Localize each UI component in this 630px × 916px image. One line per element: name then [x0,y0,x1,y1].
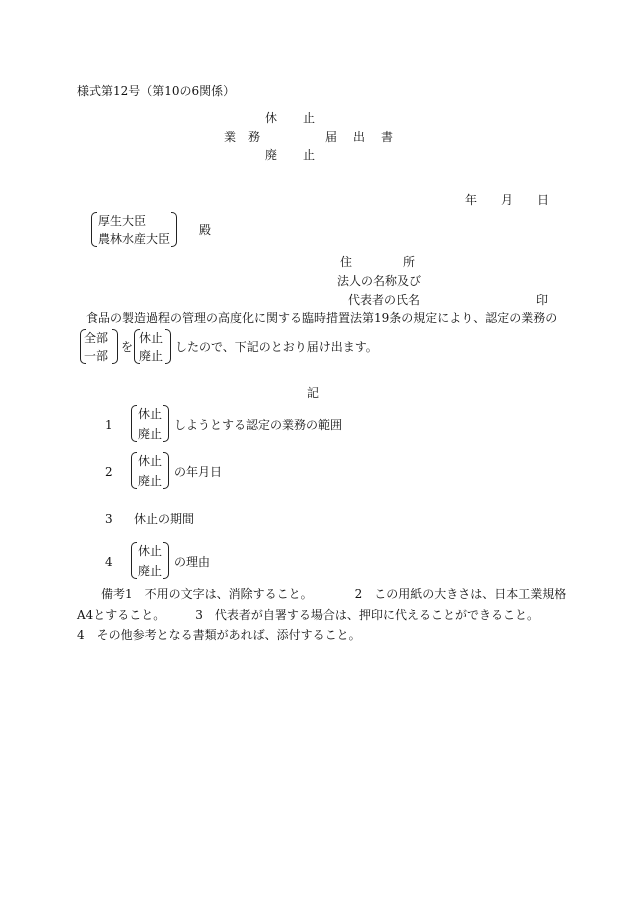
item-bracket [131,452,169,489]
date-day: 日 [537,193,550,207]
item-number: 3 [105,512,113,526]
title-haishi-2: 止 [303,148,316,162]
address-label-2: 所 [403,255,416,269]
item-number: 2 [105,465,113,479]
body-line-1: 食品の製造過程の管理の高度化に関する臨時措置法第19条の規定により、認定の業務の [86,311,558,325]
item-bracket [131,405,169,442]
item-text: の理由 [174,555,211,569]
remarks-line-1: 備考1 不用の文字は、消除すること。 2 この用紙の大きさは、日本工業規格 [101,587,567,601]
body-line-2: したので、下記のとおり届け出ます。 [175,340,378,354]
item-number: 4 [105,555,113,569]
item-text: しようとする認定の業務の範囲 [174,418,343,432]
item-option-1: 休止 [138,407,163,421]
item-option-1: 休止 [138,454,163,468]
corp-name-label: 法人の名称及び [337,274,422,288]
action-bracket [134,329,171,364]
title-kyushi-1: 休 [265,111,278,125]
addressee-option-1: 厚生大臣 [98,214,147,228]
rep-name-label: 代表者の氏名 [348,293,421,307]
addressee-bracket [91,212,177,247]
scope-bracket [80,329,118,364]
item-option-1: 休止 [138,544,163,558]
scope-option-2: 一部 [84,349,109,363]
address-label-1: 住 [340,255,353,269]
honorific: 殿 [199,223,212,237]
date-month: 月 [501,193,514,207]
particle-wo: を [121,340,134,354]
scope-option-1: 全部 [84,331,109,345]
action-option-1: 休止 [139,331,164,345]
item-number: 1 [105,418,113,432]
remarks-line-2: A4とすること。 3 代表者が自署する場合は、押印に代えることができること。 [77,608,539,622]
date-year: 年 [465,193,478,207]
addressee-option-2: 農林水産大臣 [98,232,171,246]
action-option-2: 廃止 [139,349,164,363]
title-gyomu: 業 務 [224,130,261,144]
item-option-2: 廃止 [138,474,163,488]
item-option-2: 廃止 [138,427,163,441]
form-number: 様式第12号（第10の6関係） [77,84,236,98]
title-kyushi-2: 止 [303,111,316,125]
item-text: の年月日 [174,465,223,479]
item-option-2: 廃止 [138,564,163,578]
remarks-line-3: 4 その他参考となる書類があれば、添付すること。 [77,628,361,642]
seal-label: 印 [536,293,549,307]
title-haishi-1: 廃 [265,148,278,162]
item-bracket [131,542,169,579]
title-todokede: 届 出 書 [325,130,396,144]
item-text: 休止の期間 [134,512,195,526]
ki-heading: 記 [307,386,320,400]
